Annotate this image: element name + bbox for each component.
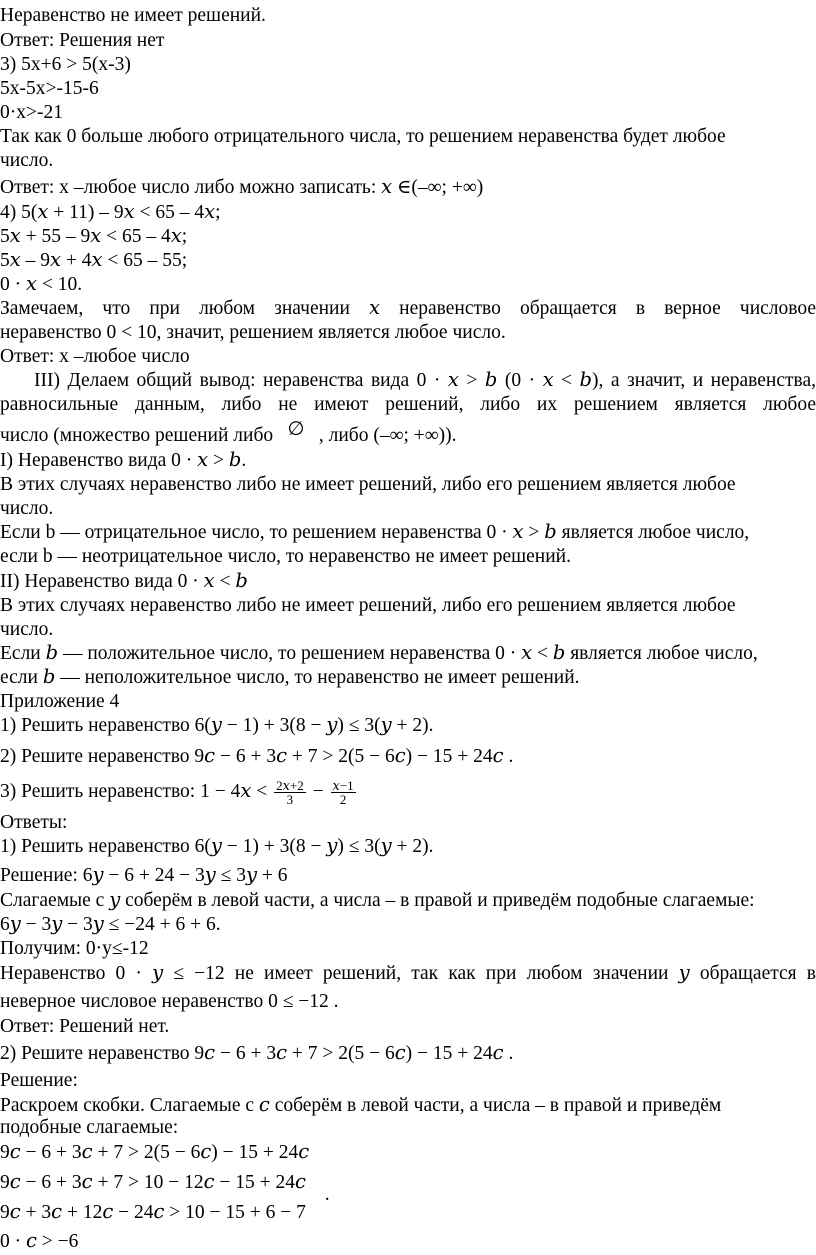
task-line (0, 779, 358, 806)
text-line: Неравенство не имеет решений. (0, 5, 266, 26)
math-line: 4) 5(𝑥 + 11) – 9𝑥 < 65 – 4𝑥; (0, 202, 221, 223)
fraction-numerator: 𝑥−1 (332, 778, 354, 793)
text-line: Если b — отрицательное число, то решением неравенства 0 · 𝑥 > 𝑏 является любое число, (0, 522, 750, 543)
fraction-numerator: 2𝑥+2 (276, 778, 304, 793)
answer-line: Ответ: Решений нет. (0, 1016, 170, 1037)
math-line: 9𝑐 + 3𝑐 + 12𝑐 − 24𝑐 > 10 − 15 + 6 − 7 (0, 1202, 306, 1223)
task-line: 2) Решите неравенство 9𝑐 − 6 + 3𝑐 + 7 > 2(5 − 6𝑐) − 15 + 24𝑐 . (0, 1043, 514, 1064)
task-line: 1) Решить неравенство 6(𝑦 − 1) + 3(8 − 𝑦) ≤ 3(𝑦 + 2). (0, 715, 434, 736)
text-fragment: 3) Решить неравенство: 1 − 4𝑥 < (0, 780, 268, 802)
text-line: 0·x>-21 (0, 102, 63, 123)
text-line: если b — неотрицательное число, то неравенство не имеет решений. (0, 546, 571, 567)
text-line: если 𝑏 — неположительное число, то неравенство не имеет решений. (0, 667, 580, 688)
text-line: Неравенство 0 · 𝑦 ≤ −12 не имеет решений, так как при любом значении 𝑦 обращается в (0, 963, 816, 984)
section-heading: Приложение 4 (0, 691, 120, 712)
task-line: 1) Решить неравенство 6(𝑦 − 1) + 3(8 − 𝑦) ≤ 3(𝑦 + 2). (0, 836, 434, 857)
section-heading: II) Неравенство вида 0 · 𝑥 < 𝑏 (0, 571, 248, 592)
text-line: неверное числовое неравенство 0 ≤ −12 . (0, 991, 339, 1012)
text-line: Решение: 6𝑦 − 6 + 24 − 3𝑦 ≤ 3𝑦 + 6 (0, 865, 288, 886)
fraction (331, 779, 356, 806)
text-line: число. (0, 150, 54, 171)
text-line: Если 𝑏 — положительное число, то решением неравенства 0 · 𝑥 < 𝑏 является любое число, (0, 643, 758, 664)
text-line: Решение: (0, 1070, 78, 1091)
section-heading: Ответы: (0, 812, 68, 833)
fraction (274, 779, 306, 806)
math-line: 0 · 𝑥 < 10. (0, 274, 83, 295)
text-line (0, 419, 457, 447)
answer-line: Ответ: x –любое число (0, 346, 190, 367)
text-line: Ответ: Решения нет (0, 30, 165, 51)
math-line: 5𝑥 + 55 – 9𝑥 < 65 – 4𝑥; (0, 226, 188, 247)
math-line: 0 · 𝑐 > −6 (0, 1231, 79, 1252)
text-line: В этих случаях неравенство либо не имеет решений, либо его решением является любое (0, 474, 736, 495)
fraction-denominator: 2 (339, 792, 347, 807)
text-line: подобные слагаемые: (0, 1117, 179, 1138)
text-line: Замечаем, что при любом значении 𝑥 неравенство обращается в верное числовое (0, 298, 816, 319)
text-fragment: число (множество решений либо (0, 425, 274, 446)
text-line: Раскроем скобки. Слагаемые с 𝑐 соберём в левой части, а числа – в правой и приведём (0, 1095, 722, 1116)
text-line: 5x-5x>-15-6 (0, 78, 99, 99)
text-line: Получим: 0·y≤-12 (0, 938, 149, 959)
answer-line: Ответ: x –любое число либо можно записать: 𝑥 ∈(–∞; +∞) (0, 177, 484, 198)
text-fragment: , либо (–∞; +∞)). (318, 425, 457, 446)
text-line: III) Делаем общий вывод: неравенства вида 0 · 𝑥 > 𝑏 (0 · 𝑥 < 𝑏), а значит, и неравенства, (34, 370, 816, 391)
text-line: число. (0, 619, 54, 640)
text-line: неравенство 0 < 10, значит, решением является любое число. (0, 322, 506, 343)
trailing-dot: . (324, 1184, 330, 1205)
section-heading: I) Неравенство вида 0 · 𝑥 > 𝑏. (0, 450, 247, 471)
text-line: Слагаемые с 𝑦 соберём в левой части, а числа – в правой и приведём подобные слагаемые: (0, 890, 755, 911)
text-line: Так как 0 больше любого отрицательного числа, то решением неравенства будет любое (0, 126, 726, 147)
minus-sign: − (312, 780, 324, 802)
text-line: В этих случаях неравенство либо не имеет решений, либо его решением является любое (0, 595, 736, 616)
text-line: 3) 5x+6 > 5(x-3) (0, 54, 131, 75)
text-fragment: 9𝑐 − 6 + 3𝑐 + 7 > 10 − 12𝑐 − 15 + 24𝑐 (0, 1172, 306, 1193)
math-line: 5𝑥 – 9𝑥 + 4𝑥 < 65 – 55; (0, 250, 188, 271)
math-line: 6𝑦 − 3𝑦 − 3𝑦 ≤ −24 + 6 + 6. (0, 914, 221, 935)
text-line: число. (0, 498, 54, 519)
math-line: 9𝑐 − 6 + 3𝑐 + 7 > 2(5 − 6𝑐) − 15 + 24𝑐 (0, 1142, 310, 1163)
math-line (0, 1171, 330, 1205)
empty-set-symbol: ∅ (287, 419, 305, 440)
text-line: равносильные данным, либо не имеют решений, либо их решением является любое (0, 394, 816, 415)
fraction-denominator: 3 (286, 792, 294, 807)
task-line: 2) Решите неравенство 9𝑐 − 6 + 3𝑐 + 7 > 2(5 − 6𝑐) − 15 + 24𝑐 . (0, 746, 514, 767)
